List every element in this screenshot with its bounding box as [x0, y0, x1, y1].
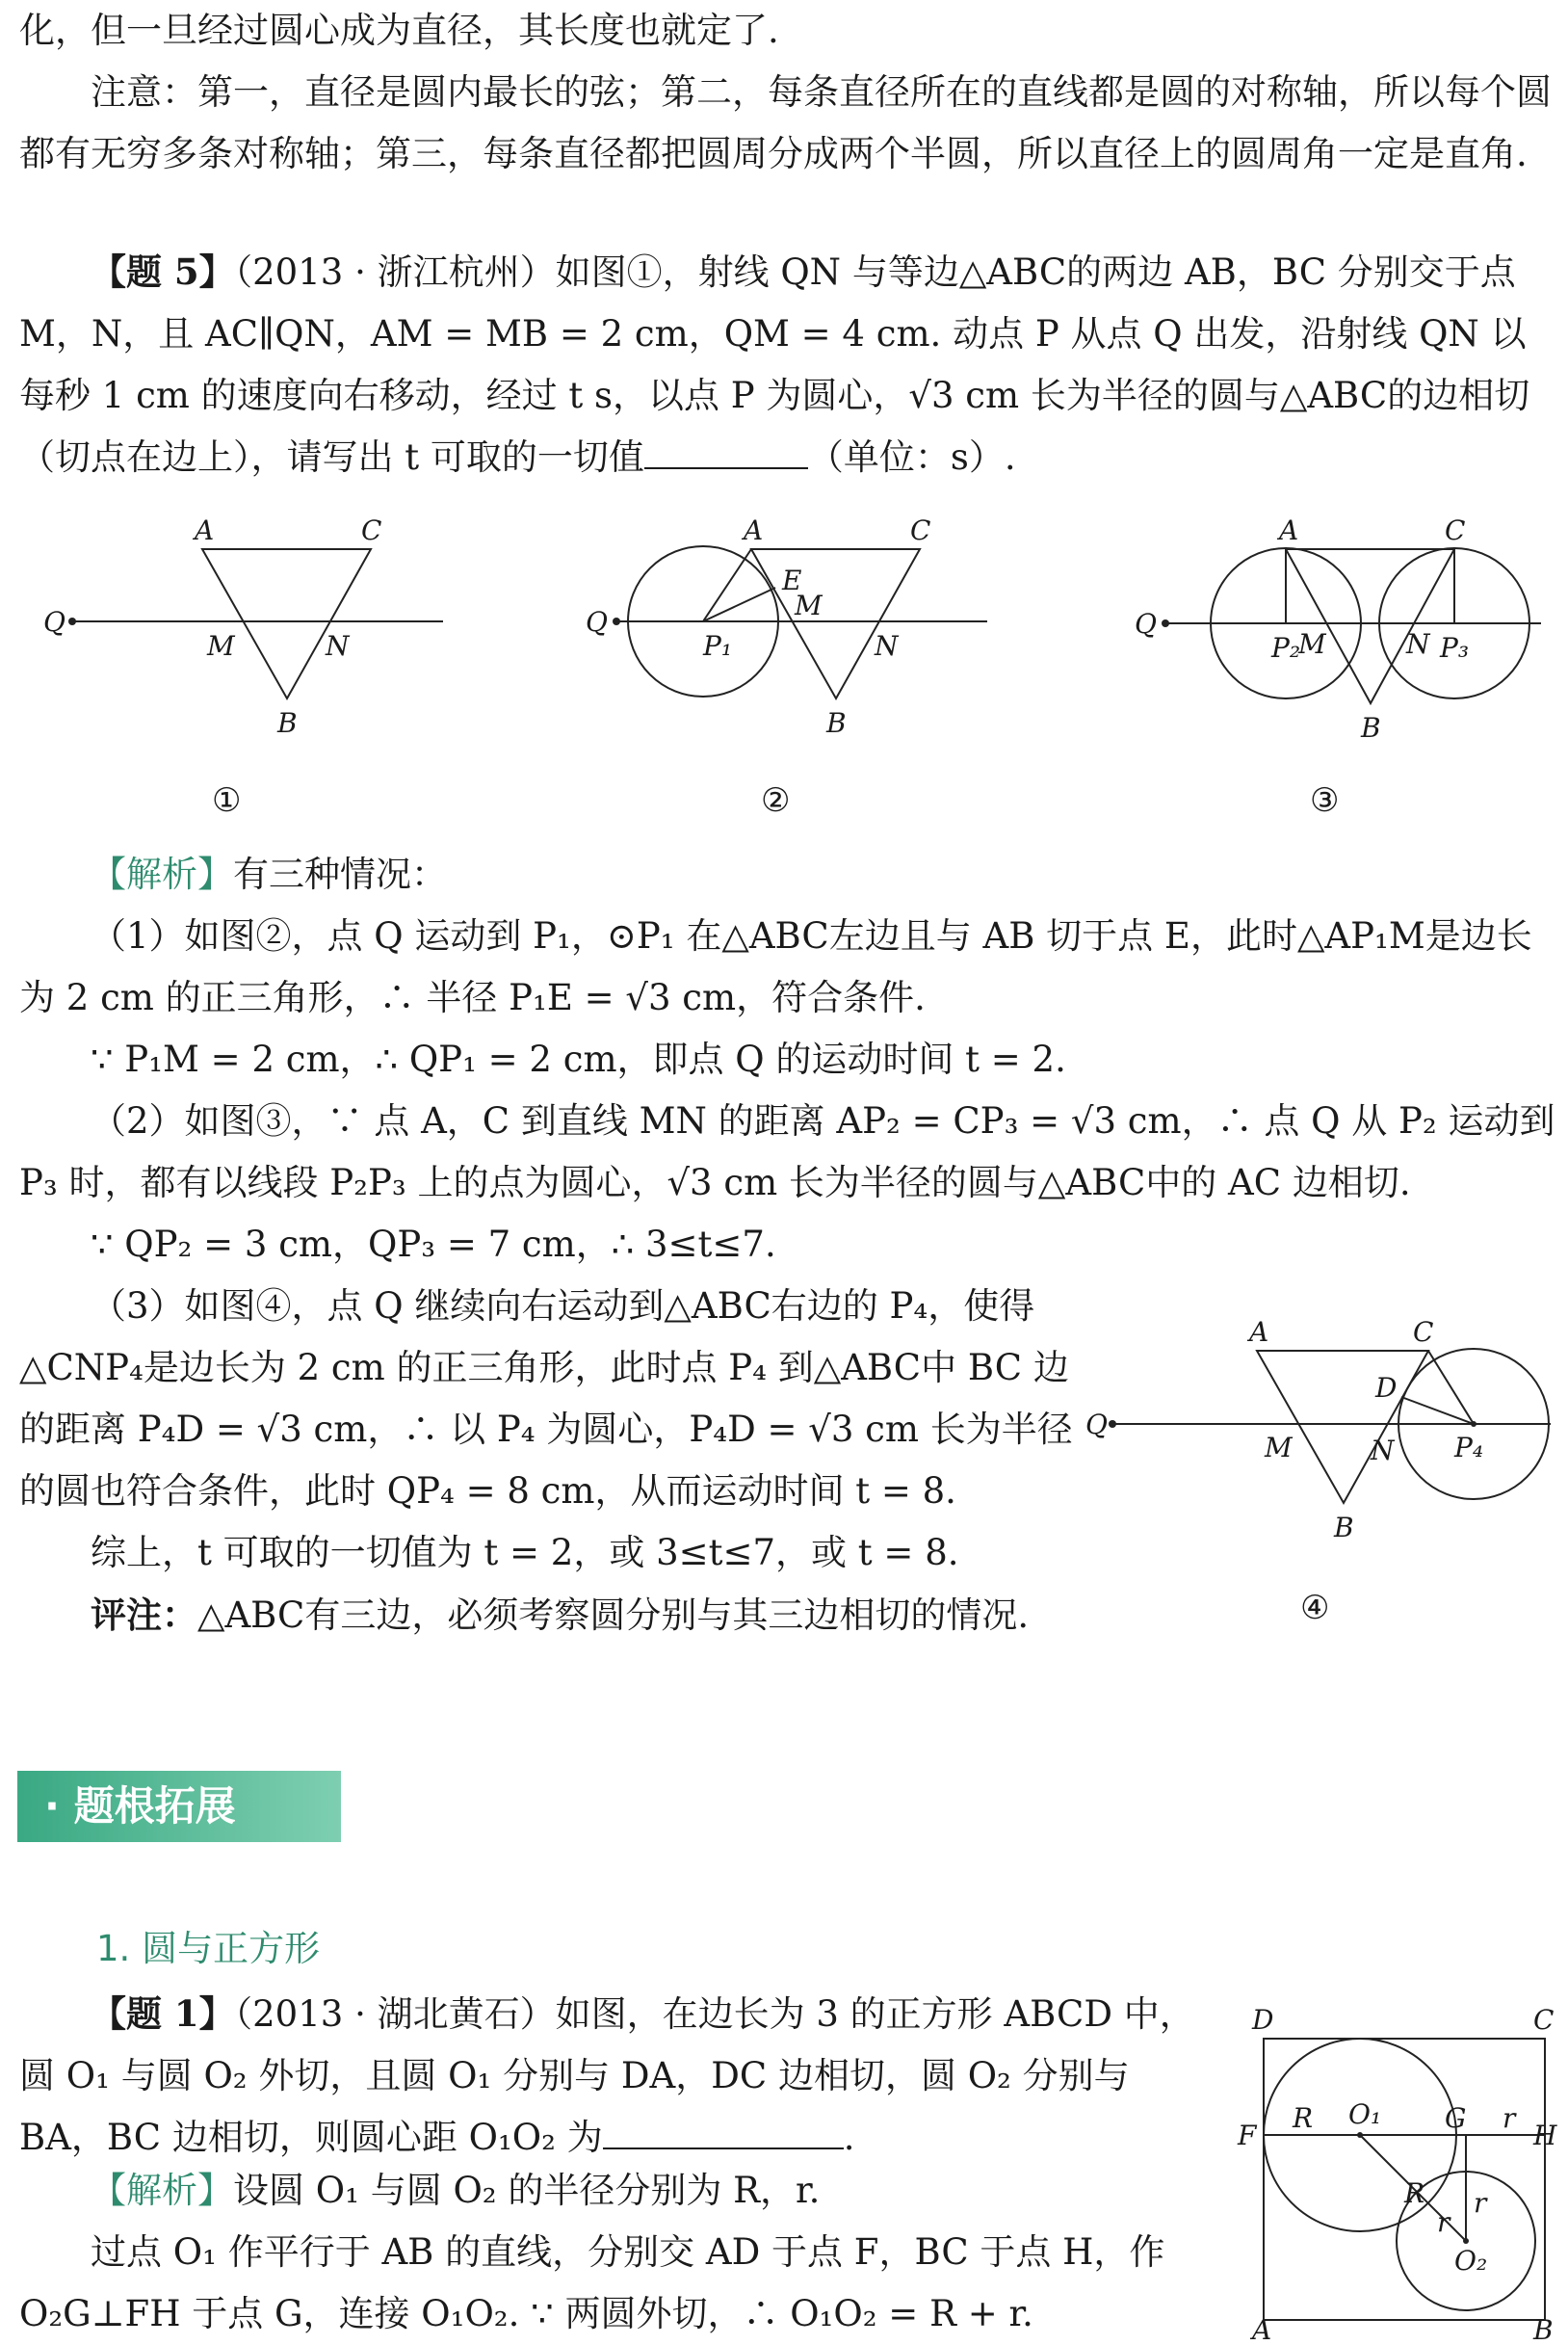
label-Q: Q [1135, 608, 1157, 640]
label-P4: P₄ [1454, 1432, 1484, 1463]
comment-text: △ABC有三边，必须考察圆分别与其三边相切的情况. [197, 1594, 1030, 1636]
analysis-text: 设圆 O₁ 与圆 O₂ 的半径分别为 R，r. [233, 2170, 821, 2211]
answer-blank [644, 438, 808, 469]
case-1: （1）如图②，点 Q 运动到 P₁，⊙P₁ 在△ABC左边且与 AB 切于点 E，此时△AP₁M是边长为 2 cm 的正三角形，∴ 半径 P₁E = √3 cm，符合条件. [19, 915, 1532, 1018]
case-1-conclusion: ∵ P₁M = 2 cm，∴ QP₁ = 2 cm，即点 Q 的运动时间 t = 2. [91, 1039, 1066, 1080]
label-B: B [277, 707, 298, 739]
label-r-diag: r [1437, 2206, 1450, 2238]
label-F: F [1238, 2120, 1257, 2151]
label-M: M [207, 630, 235, 662]
figure-3 [1127, 501, 1560, 829]
label-Q: Q [586, 606, 608, 638]
label-r-vert: r [1474, 2187, 1487, 2219]
label-R-diag: R [1404, 2177, 1425, 2209]
note-paragraph: 注意：第一，直径是圆内最长的弦；第二，每条直径所在的直线都是圆的对称轴，所以每个圆都有无穷多条对称轴；第三，每条直径都把圆周分成两个半圆，所以直径上的圆周角一定是直角. [19, 71, 1552, 174]
square-figure [1233, 2000, 1560, 2343]
question-1-end: . [843, 2117, 855, 2158]
text-line-continuation: 化，但一旦经过圆心成为直径，其长度也就定了. [19, 10, 779, 51]
comment [19, 1584, 1079, 1647]
case-3: （3）如图④，点 Q 继续向右运动到△ABC右边的 P₄，使得△CNP₄是边长为 2 cm 的正三角形，此时点 P₄ 到△ABC中 BC 边的距离 P₄D = √3 cm，∴ 以 P₄ 为圆心，P₄D = √3 cm 长为半径的圆也符合条件，此时 QP₄ = 8 cm，从而运动时间 t = 8. [19, 1285, 1073, 1512]
analysis-tag: 【解析】 [91, 854, 233, 895]
label-N: N [1406, 628, 1430, 660]
analysis-2 [19, 2160, 1223, 2222]
question-5-unit: （单位：s）. [807, 436, 1016, 478]
label-N: N [1371, 1435, 1395, 1466]
label-B: B [1334, 1512, 1354, 1543]
subsection-heading: 1. 圆与正方形 [96, 1928, 321, 1969]
figure-number: ③ [1310, 781, 1340, 820]
label-P1: P₁ [703, 630, 733, 662]
label-A: A [195, 514, 215, 546]
figure-4 [1084, 1301, 1565, 1628]
label-N: N [326, 630, 350, 662]
label-A: A [1279, 514, 1299, 546]
case-2: （2）如图③，∵ 点 A，C 到直线 MN 的距离 AP₂ = CP₃ = √3 cm，∴ 点 Q 从 P₂ 运动到 P₃ 时，都有以线段 P₂P₃ 上的点为圆心，√3 cm 长为半径的圆与△ABC中的 AC 边相切. [19, 1100, 1555, 1203]
label-P2: P₂ [1271, 632, 1301, 664]
question-5-text: （2013 · 浙江杭州）如图①，射线 QN 与等边△ABC的两边 AB，BC 分别交于点 M，N，且 AC∥QN，AM = MB = 2 cm，QM = 4 cm. 动点 P 从点 Q 出发，沿射线 QN 以每秒 1 cm 的速度向右移动，经过 t s，以点 P 为圆心，√3 cm 长为半径的圆与△ABC的边相切（切点在边上），请写出 t 可取的一切值 [19, 251, 1530, 478]
label-A: A [1249, 1316, 1269, 1348]
label-M: M [1298, 628, 1326, 660]
figure-1 [29, 501, 462, 829]
figure-number: ④ [1300, 1589, 1330, 1627]
figure-number: ② [761, 781, 791, 820]
construction-text: 过点 O₁ 作平行于 AB 的直线，分别交 AD 于点 F，BC 于点 H，作 O₂G⊥FH 于点 G，连接 O₁O₂. ∵ 两圆外切，∴ O₁O₂ = R + r. [19, 2231, 1165, 2334]
label-D: D [1375, 1372, 1398, 1404]
label-C: C [361, 514, 382, 546]
figure-number: ① [212, 781, 242, 820]
label-A: A [744, 514, 764, 546]
label-r-top: r [1503, 2102, 1516, 2134]
label-N: N [875, 630, 899, 662]
label-C: C [1533, 2004, 1555, 2036]
question-5 [19, 241, 1555, 488]
question-1-tag: 【题 1】 [91, 1992, 235, 2035]
analysis-tag: 【解析】 [91, 2170, 233, 2211]
figure-2 [578, 501, 1011, 829]
question-1-text: （2013 · 湖北黄石）如图，在边长为 3 的正方形 ABCD 中，圆 O₁ 与圆 O₂ 外切，且圆 O₁ 分别与 DA，DC 边相切，圆 O₂ 分别与 BA，BC 边相切，则圆心距 O₁O₂ 为 [19, 1993, 1195, 2158]
label-C: C [1445, 514, 1466, 546]
label-Q: Q [43, 606, 65, 638]
analysis-text: 有三种情况： [233, 854, 447, 895]
summary: 综上，t 可取的一切值为 t = 2，或 3≤t≤7，或 t = 8. [91, 1532, 959, 1573]
label-O1: O₁ [1348, 2098, 1382, 2130]
label-B: B [1361, 712, 1381, 744]
case-2-conclusion: ∵ QP₂ = 3 cm，QP₃ = 7 cm，∴ 3≤t≤7. [91, 1224, 776, 1265]
label-G: G [1445, 2102, 1467, 2134]
question-1 [19, 1983, 1223, 2169]
question-5-tag: 【题 5】 [91, 250, 235, 293]
label-R-top: R [1293, 2102, 1314, 2134]
label-P3: P₃ [1440, 632, 1470, 664]
label-B: B [1533, 2314, 1554, 2343]
label-D: D [1252, 2004, 1274, 2036]
answer-blank [603, 2119, 844, 2149]
label-E: E [782, 565, 802, 596]
section-banner: · 题根拓展 [17, 1771, 341, 1842]
label-M: M [1265, 1432, 1293, 1463]
label-M: M [795, 590, 823, 621]
label-A: A [1252, 2314, 1272, 2343]
label-C: C [1413, 1316, 1434, 1348]
label-H: H [1533, 2120, 1557, 2151]
comment-tag: 评注： [91, 1594, 197, 1636]
label-C: C [910, 514, 931, 546]
label-Q: Q [1085, 1409, 1108, 1440]
label-B: B [826, 707, 847, 739]
label-O2: O₂ [1454, 2245, 1488, 2277]
analysis-intro [19, 844, 1555, 906]
